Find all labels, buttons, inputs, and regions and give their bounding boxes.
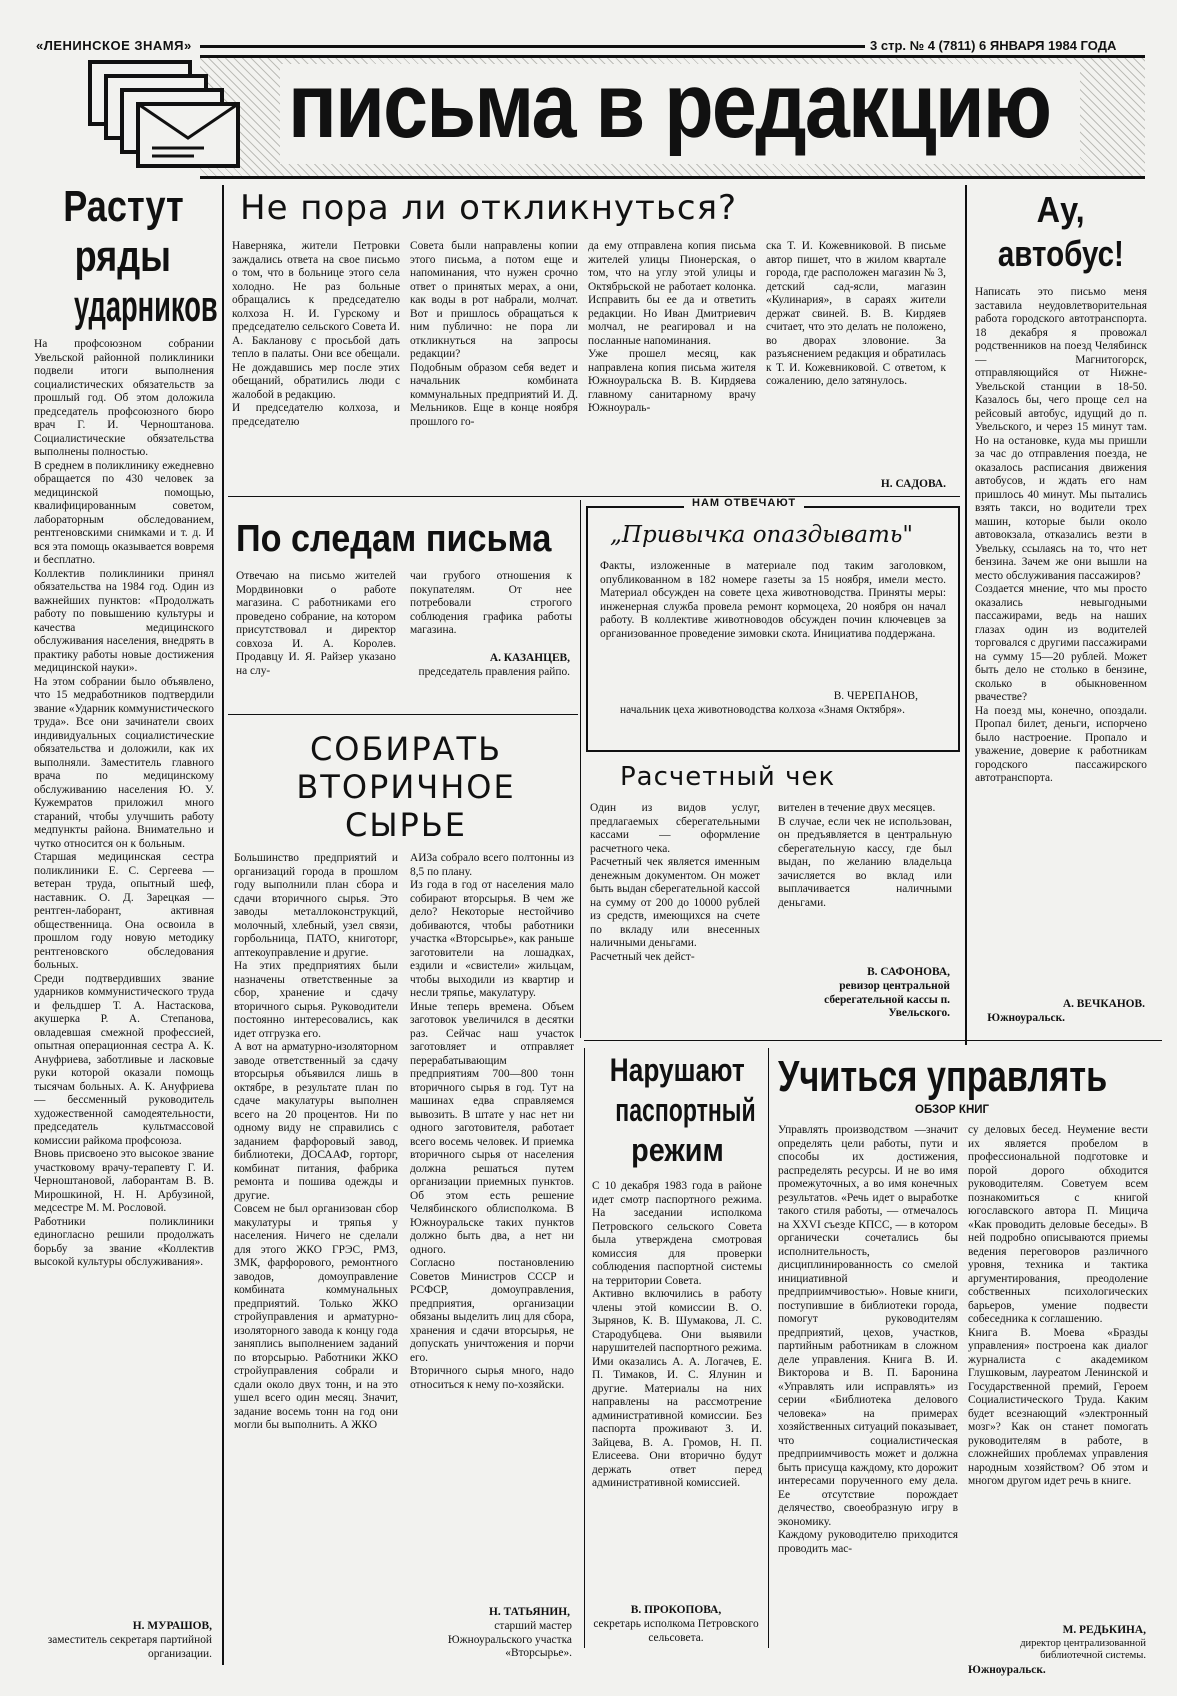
uchitsya-col2: су деловых бесед. Неумение вести их является пробелом в профессиональной подготовке и порой дорого обходится руководителям. Советуем всем познакомиться с книгой югославского автора П. Мицича «Как проводить деловые беседы». В ней подробно описываются приемы ведения переговоров различного уровня, техника и тактика аргументирования, преодоление собственных психологических барьеров, умение подвести собеседника к соглашению. Книга В. Моева «Бразды управления» построена как диалог журналиста с академиком Глушковым, лауреатом Ленинской и Государственной премий, Героем Социалистического Труда. Каким будет всезнающий «электронный мозг»? Как он станет помогать руководителям в работе, в сложнейших проблемах управления народным хозяйством? Об этом и многом другом идет речь в книге.: [968, 1124, 1148, 1487]
au-title-line2: автобус!: [997, 233, 1125, 274]
column-rule-left: [222, 185, 224, 1665]
rastut-title-line1: Растут: [62, 182, 184, 231]
article-rastut-body: На профсоюзном собрании Увельской районной поликлиники подвели итоги выполнения социалистических обязательств за прошлый год. Об этом доложила председатель профсоюзного бюро врач Г. И. Черноштанова. Социалистические обязательства выполнены полностью. В среднем в поликлинику ежедневно обращается по 430 человек за медицинской помощью, квалифицированным советом, лабораторным обследованием, рентгеновскими снимками и т. д. И вся эта помощь оказывается вовремя и бесплатно. Коллектив поликлиники принял обязательства на 1984 год. Один из важнейших пунктов: «Продолжать работу по повышению культуры и качества медицинского обслуживания населения, внедрять в практику работы новые достижения медицинской науки». На этом собрании было объявлено, что 15 медработников подтвердили звание «Ударник коммунистического труда». Все они зачинатели своих индивидуальных социалистические обязательства и доложили, как их выполняли. Заместитель главного врача по медицинскому обслуживанию населения Ю. У. Кужемратов приложил много стараний, чтобы улучшить работу медпункты района. Внимательно и чутко относится он к больным. Старшая медицинская сестра поликлиники Е. С. Сергеева — ветеран труда, опытный шеф, наставник. О. Д. Зарецкая — рентген-лаборант, активная общественница. Она освоила в прошлом году новую методику рентгеновского обследования больных. Среди подтвердивших звание ударников коммунистического труда и фельдшер Т. А. Настаскова, акушерка Р. А. Степанова, овладевшая смежной профессией, опытная операционная сестра А. К. Ануфриева, заботливые и ласковые руки которой оказали помощь тысячам больных. А. К. Ануфриева — бессменный руководитель художественной самодеятельности, председатель культмассовой комиссии райкома профсоюза. Вновь присвоено это высокое звание участковому врачу-терапевту Г. И. Черноштановой, лаборантам В. В. Мирошкиной, Н. Н. Арбузиной, медсестре М. М. Рословой. Работники поликлиники единогласно решили продолжать борьбу за звание «Коллектив высокой культуры обслуживания».: [34, 338, 214, 1268]
article-narushayut-title: [588, 1050, 766, 1170]
narushayut-title-line2: паспортный: [615, 1092, 756, 1128]
sledam-col2: чаи грубого отношения к покупателям. От нее потребовали строгого соблюдения графика работы магазина.: [410, 570, 572, 636]
rule-narushayut-right: [768, 1048, 769, 1648]
otvechayut-label: НАМ ОТВЕЧАЮТ: [684, 497, 804, 509]
sledam-signature-title: председатель правления райпо.: [418, 666, 570, 678]
rule-under-raschetny: [584, 1040, 1162, 1041]
article-uchitsya-title: Учиться управлять: [778, 1052, 1108, 1101]
article-rastut-title: [30, 182, 216, 332]
raschetny-col1: Один из видов услуг, предлагаемых сберегательными кассами — оформление расчетного чека. Расчетный чек является именным денежным документом. Он может быть выдан сберегательной кассой на сумму от 200 до 10000 рублей из средств, имеющихся на счете по вкладу или внесенных наличными деньгами. Расчетный чек дейст-: [590, 802, 760, 963]
raschetny-col2: вителен в течение двух месяцев. В случае, если чек не использован, он предъявляется в центральную сберегательную кассу, где был выдан, по желанию владельца зачисляется во вклад или выплачивается наличными деньгами.: [778, 802, 952, 909]
article-sobirat-title: [236, 730, 576, 844]
otkliknutsya-col3: да ему отправлена копия письма жителей улицы Пионерская, о том, что на углу этой улицы и Октябрьской не работает колонка. Исправить бы ее да и ответить редакции. Но Иван Дмитриевич молчал, не реагировал и на посланные напоминания. Уже прошел месяц, как направлена копия письма жителя Южноуральска В. В. Кирдяева главному санитарному врачу Южноураль-: [588, 240, 756, 414]
raschetny-signature-title: ревизор центральной сберегательной кассы п. Увельского.: [824, 980, 950, 1019]
narushayut-signature-title: секретарь исполкома Петровского сельсовета.: [593, 1618, 759, 1644]
otkliknutsya-col2: Совета были направлены копии этого письма, а потом еще и напоминания, что нужен срочно ответ о принятых мерах, а они, как воды в рот набрали, молчат. Вот и пришлось обращаться к ним публично: не пора ли откликнуться на запросы редакции? Подобным образом себя ведет и начальник комбината коммунальных предприятий И. Д. Мельников. Еще в конце ноября прошлого го-: [410, 240, 578, 428]
article-au-body: Написать это письмо меня заставила неудовлетворительная работа городского автотранспорта. 18 декабря я провожал родственников на поезд Челябинск — Магнитогорск, отправляющийся от Нижне-Увельской станции в 18-50. Казалось бы, чего проще сел на рейсовый автобус, идущий до п. Увельского, и через 15 минут там. Но на остановке, куда мы пришли за час до отправления поезда, не оказалось расписания движения автобусов, и ждать его нам пришлось 40 минут. Мы пытались взять такси, но водители трех машин, которые были около автовокзала, отказались везти в Увельку, ссылаясь на то, что нет бензина. Зачем же они вышли на место обслуживания пассажиров? Создается мнение, что мы просто оказались невыгодными пассажирами, ведь на наших глазах один из водителей торговался с другими пассажирами на сумму 15—20 рублей. Может быть дело не столько в бензине, сколько в обыкновенном рвачестве? На поезд мы, конечно, опоздали. Пропал билет, деньги, испорчено было настроение. Пропало и уважение, доверие к работникам городского пассажирского автотранспорта.: [975, 286, 1147, 784]
rule-mid-vertical: [580, 500, 581, 1038]
article-au-title: [972, 188, 1150, 276]
rastut-title-line2: ряды: [74, 232, 172, 281]
narushayut-body: С 10 декабря 1983 года в районе идет смотр паспортного режима. На заседании исполкома Петровского сельского Совета была утверждена смотровая комиссия для проверки соблюдения паспортной системы на территории Совета. Активно включились в работу члены этой комиссии В. О. Зырянов, К. В. Шумакова, Л. С. Стародубцева. Они выявили нарушителей паспортного режима. Ими оказались А. А. Логачев, Е. П. Тимаков, И. С. Ялунин и другие. Материалы на них направлены на рассмотрение административной комиссии. Без паспорта проживают З. И. Зайцева, В. А. Громов, Н. П. Елисеева. Они вторично будут держать ответ перед административной комиссией.: [592, 1180, 762, 1489]
otkliknutsya-col1: Наверняка, жители Петровки заждались ответа на свое письмо о том, что в больнице этого села холодно. Не раз больные обращались к председателю колхоза Н. И. Гурскому и председателю сельского Совета И. А. Бакланову с просьбой дать тепло в палаты. Они все обещали. Не дождавшись мер после этих обещаний, обратились люди с жалобой в редакцию. И председателю колхоза, и председателю: [232, 240, 400, 428]
article-sledam-title: По следам письма: [236, 518, 552, 560]
narushayut-title-line3: режим: [630, 1132, 724, 1168]
rule-under-top: [228, 496, 960, 497]
uchitsya-signature-name: М. РЕДЬКИНА,: [1062, 1624, 1146, 1636]
sledam-col1: Отвечаю на письмо жителей Мордвиновки о работе магазина. С работниками его проведено собрание, на котором присутствовал и директор совхоза И. А. Королев. Продавцу И. Я. Райзер указано на слу-: [236, 570, 396, 677]
sobirat-signature-title: старший мастер Южноуральского участка «Вторсырье».: [447, 1620, 572, 1659]
uchitsya-col1: Управлять производством —значит определять цели работы, пути и способы их достижения, распределять ресурсы. И не во имя промежуточных, а во имя конечных результатов. «Речь идет о выработке такого стиля работы, — отмечалось на XXVI съезде КПСС, — в котором органически сочетались бы исполнительность, дисциплинированность со смелой инициативной и предприимчивостью». Новые книги, поступившие в библиотеки города, помогут руководителям предприятий, цехов, участков, партийным работникам в сложном деле управления. Книга В. И. Викторова и В. П. Баронина «Управлять или исправлять» из серии «Библиотека делового человека» на примерах хозяйственных ситуаций показывает, что социалистическая предприимчивость может и должна быть присуща каждому, кто дорожит интересами порученного ему дела. Ее отсутствие порождает делячество, своеобразную игру в экономику. Каждому руководителю приходится проводить мас-: [778, 1124, 958, 1555]
rule-under-sledam: [228, 714, 578, 715]
au-title-line1: Ау,: [1036, 189, 1085, 230]
column-rule-right: [965, 185, 967, 1045]
sobirat-signature-name: Н. ТАТЬЯНИН,: [489, 1606, 570, 1618]
sobirat-title-line3: СЫРЬЕ: [344, 806, 468, 844]
issue-info: 3 стр. № 4 (7811) 6 ЯНВАРЯ 1984 ГОДА: [870, 38, 1117, 53]
sobirat-title-line2: ВТОРИЧНОЕ: [296, 768, 516, 806]
narushayut-signature-name: В. ПРОКОПОВА,: [630, 1604, 722, 1616]
uchitsya-signature-place: Южноуральск.: [968, 1664, 1046, 1676]
article-raschetny-title: Расчетный чек: [620, 762, 836, 792]
rastut-signature-title: заместитель секретаря партийной организации.: [47, 1634, 212, 1660]
au-signature-place: Южноуральск.: [987, 1012, 1065, 1024]
rastut-title-line3: ударников: [74, 282, 218, 331]
sledam-signature-name: А. КАЗАНЦЕВ,: [489, 652, 570, 664]
sobirat-col2: АИЗа собрало всего полтонны из 8,5 по плану. Из года в год от населения мало собирают вторсырья. В чем же дело? Некоторые нестойчиво добиваются, чтобы работники участка «Вторсырье», как раньше заготовители на лошадках, ездили и «свистели» жильцам, чтобы выходили из квартир и несли тряпье, макулатуру. Иные теперь времена. Объем заготовок увеличился в десятки раз. Сейчас наш участок заготовляет и отправляет перерабатывающим предприятиям 700—800 тонн вторичного сырья в год. Тут на машинах едва справляемся вывозить. В штате у нас нет ни одного заготовителя, работает всего восемь человек. И приемка вторичного сырья от населения должна решаться путем организации приемных пунктов. Об этом есть решение Челябинского облисполкома. В Южноуральске таких пунктов должно быть два, а нет ни одного. Согласно постановлению Советов Министров СССР и РСФСР, домоуправления, предприятия, организации обязаны выделить лиц для сбора, хранения и сдачи вторсырья, не допускать уничтожения и порчи его. Вторичного сырья много, надо относиться к нему по-хозяйски.: [410, 852, 574, 1391]
narushayut-title-line1: Нарушают: [609, 1052, 745, 1088]
otvechayut-body: Факты, изложенные в материале под таким заголовком, опубликованном в 182 номере газеты за 15 ноября, имели место. Материал обсужден на совете цеха животноводства. Приняты меры: инженерная служба провела ремонт кормоцеха, 20 ноября он начал работу. В коллективе животноводов обсужден почин ключевцев за организованное проведение зимовки скота. Инициатива поддержана.: [600, 560, 946, 640]
rastut-signature-name: Н. МУРАШОВ,: [132, 1620, 212, 1632]
sobirat-col1: Большинство предприятий и организаций города в прошлом году выполнили план сбора и сдачи вторичного сырья. Это заводы металлоконструкций, молочный, хлебный, узел связи, горбольница, ПАТО, книготорг, аптекоуправление и другие. На этих предприятиях были назначены ответственные за сбор, хранение и сдачу вторичного сырья. Руководители постоянно интересовались, как идет отгрузка его. А вот на арматурно-изоляторном заводе ответственный за сдачу вторсырья объявился лишь в октябре, в результате план по сдаче макулатуры выполнен всего на 20 процентов. Ни по одному виду не справились с заданием фарфоровый завод, библиотеки, ДОСААФ, горторг, комбинат питания, фабрика ремонта и пошива одежды и другие. Совсем не был организован сбор макулатуры и тряпья у населения. Ничего не сделали для этого ЖКО ГРЭС, РМЗ, ЗМК, фарфорового, ремонтного заводов, домоуправление комбината коммунальных предприятий. Только ЖКО стройуправления и арматурно-изоляторного завода к концу года заняплись выполнением заданий по вторсырью. Работники ЖКО стройуправления собрали и сдали около двух тонн, и на это ушел всего один месяц. Значит, задание восемь тонн на год они могли бы выполнить. А ЖКО: [234, 852, 398, 1431]
otvechayut-signature-title: начальник цеха животноводства колхоза «Знамя Октября».: [620, 704, 906, 716]
otvechayut-title: „Привычка опаздывать": [610, 522, 913, 548]
uchitsya-subtitle: ОБЗОР КНИГ: [915, 1104, 990, 1116]
sobirat-title-line1: СОБИРАТЬ: [309, 730, 503, 768]
au-signature-name: А. ВЕЧКАНОВ.: [1062, 998, 1145, 1010]
otkliknutsya-signature: Н. САДОВА.: [880, 478, 946, 490]
otkliknutsya-col4: ска Т. И. Кожевниковой. В письме автор пишет, что в жилом квартале города, где расположен магазин № 3, детский сад-ясли, магазин «Кулинария», в сараях жители держат свиней. В. В. Кирдяев считает, что это делать не положено, во дворах зловоние. За разъяснением редакция и обратилась к Т. И. Кожевниковой. С ответом, к сожалению, дело затянулось.: [766, 240, 946, 387]
article-otkliknutsya-title: Не пора ли откликнуться?: [240, 188, 738, 228]
letters-stack-icon: [84, 56, 264, 186]
rule-narushayut-left: [584, 1048, 585, 1648]
paper-name: «ЛЕНИНСКОЕ ЗНАМЯ»: [36, 38, 192, 53]
raschetny-signature-name: В. САФОНОВА,: [867, 966, 950, 978]
otvechayut-signature-name: В. ЧЕРЕПАНОВ,: [833, 690, 918, 702]
uchitsya-signature-title: директор централизованной библиотечной системы.: [1020, 1638, 1146, 1661]
rubric-title: письма в редакцию: [288, 55, 1051, 157]
